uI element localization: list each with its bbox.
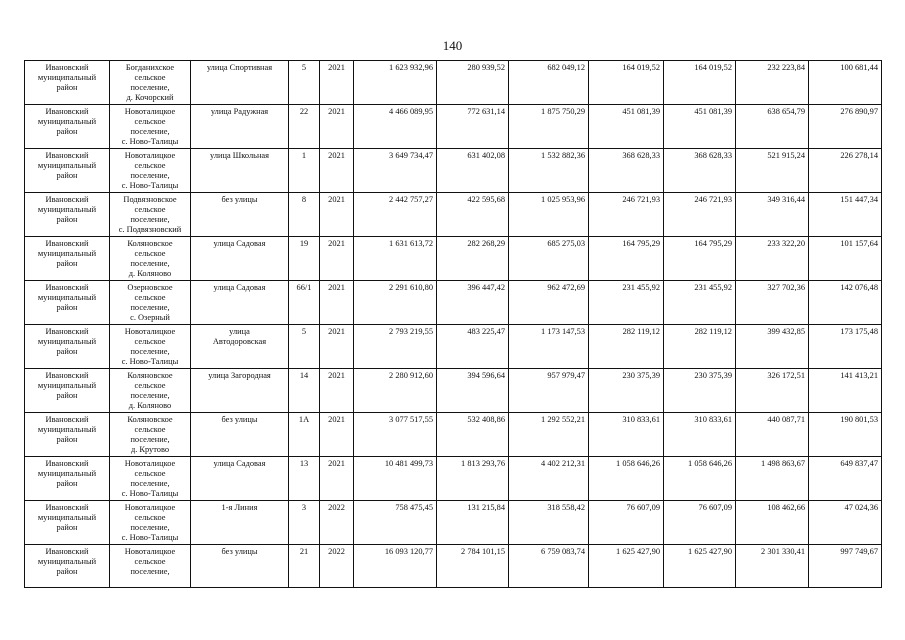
settlement-cell-line: сельское [134,249,166,258]
amount-cell: 394 596,64 [437,369,509,413]
amount-cell: 422 595,68 [437,193,509,237]
district-cell-line: муниципальный [37,249,97,258]
amount-cell: 231 455,92 [589,281,664,325]
amount-cell: 318 558,42 [509,501,589,545]
settlement-cell-line: поселение, [130,83,170,92]
street-cell [191,369,289,413]
settlement-cell-line: поселение, [130,127,170,136]
amount-cell: 2 442 757,27 [354,193,437,237]
settlement-cell [110,457,191,501]
settlement-cell-line: сельское [134,557,166,566]
year-cell: 2021 [320,457,354,501]
settlement-cell-line: д. Кочорский [126,93,174,102]
district-cell [25,545,110,588]
district-cell-line: район [56,83,78,92]
house-number-cell: 1 [289,149,320,193]
amount-cell: 997 749,67 [809,545,882,588]
amount-cell: 631 402,08 [437,149,509,193]
amount-cell: 451 081,39 [664,105,736,149]
district-cell-line: муниципальный [37,469,97,478]
district-cell-line: район [56,523,78,532]
amount-cell: 2 291 610,80 [354,281,437,325]
table-row [25,413,882,457]
settlement-cell-line: Новоталицкое [124,151,176,160]
amount-cell: 521 915,24 [736,149,809,193]
amount-cell: 957 979,47 [509,369,589,413]
amount-cell: 6 759 083,74 [509,545,589,588]
year-cell: 2022 [320,501,354,545]
district-cell-line: муниципальный [37,161,97,170]
amount-cell: 368 628,33 [664,149,736,193]
settlement-cell-line: сельское [134,293,166,302]
amount-cell: 349 316,44 [736,193,809,237]
amount-cell: 282 119,12 [664,325,736,369]
district-cell-line: муниципальный [37,205,97,214]
settlement-cell-line: поселение, [130,303,170,312]
amount-cell: 231 455,92 [664,281,736,325]
amount-cell: 2 301 330,41 [736,545,809,588]
district-cell-line: район [56,567,78,576]
amount-cell: 1 498 863,67 [736,457,809,501]
district-cell [25,501,110,545]
year-cell: 2021 [320,281,354,325]
amount-cell: 280 939,52 [437,61,509,105]
amount-cell: 2 280 912,60 [354,369,437,413]
amount-cell: 230 375,39 [664,369,736,413]
settlement-cell [110,281,191,325]
district-cell-line: муниципальный [37,73,97,82]
settlement-cell-line: поселение, [130,523,170,532]
amount-cell: 326 172,51 [736,369,809,413]
district-cell-line: район [56,303,78,312]
district-cell [25,149,110,193]
settlement-cell-line: Новоталицкое [124,547,176,556]
amount-cell: 164 019,52 [664,61,736,105]
page-number: 140 [442,38,463,53]
year-cell: 2021 [320,61,354,105]
settlement-cell [110,545,191,588]
settlement-cell-line: сельское [134,205,166,214]
street-cell-line: улица Садовая [213,459,266,468]
street-cell-line: улица Школьная [210,151,269,160]
district-cell-line: Ивановский [45,195,89,204]
amount-cell: 685 275,03 [509,237,589,281]
house-number-cell: 22 [289,105,320,149]
street-cell-line: улица Спортивная [206,63,273,72]
street-cell [191,105,289,149]
table-row [25,61,882,105]
settlement-cell-line: Новоталицкое [124,327,176,336]
district-cell-line: муниципальный [37,293,97,302]
house-number-cell: 21 [289,545,320,588]
amount-cell: 1 173 147,53 [509,325,589,369]
house-number-cell: 5 [289,325,320,369]
amount-cell: 1 532 882,36 [509,149,589,193]
district-cell [25,237,110,281]
street-cell-line: без улицы [221,415,258,424]
settlement-cell-line: д. Коляново [128,269,172,278]
district-cell-line: муниципальный [37,425,97,434]
amount-cell: 3 649 734,47 [354,149,437,193]
district-cell-line: район [56,215,78,224]
district-cell [25,369,110,413]
table-row [25,369,882,413]
settlement-cell-line: поселение, [130,391,170,400]
street-cell-line: улица Загородная [208,371,271,380]
settlement-cell [110,105,191,149]
amount-cell: 1 875 750,29 [509,105,589,149]
district-cell-line: муниципальный [37,557,97,566]
amount-cell: 1 631 613,72 [354,237,437,281]
district-cell-line: район [56,391,78,400]
amount-cell: 483 225,47 [437,325,509,369]
amount-cell: 772 631,14 [437,105,509,149]
settlement-cell-line: с. Ново-Талицы [121,137,179,146]
street-cell-line: без улицы [221,195,258,204]
amount-cell: 100 681,44 [809,61,882,105]
amount-cell: 4 466 089,95 [354,105,437,149]
street-cell [191,545,289,588]
amount-cell: 1 623 932,96 [354,61,437,105]
district-cell [25,413,110,457]
amount-cell: 151 447,34 [809,193,882,237]
settlement-cell [110,61,191,105]
amount-cell: 230 375,39 [589,369,664,413]
district-cell-line: район [56,259,78,268]
amount-cell: 190 801,53 [809,413,882,457]
settlement-cell-line: Богданихское [125,63,175,72]
street-cell [191,457,289,501]
street-cell-line: улица Радужная [210,107,269,116]
year-cell: 2021 [320,413,354,457]
amount-cell: 10 481 499,73 [354,457,437,501]
district-cell-line: муниципальный [37,513,97,522]
district-cell [25,281,110,325]
settlement-cell-line: с. Ново-Талицы [121,181,179,190]
settlement-cell [110,325,191,369]
house-number-cell: 8 [289,193,320,237]
district-cell-line: Ивановский [45,547,89,556]
settlement-cell-line: поселение, [130,479,170,488]
settlement-cell-line: с. Ново-Талицы [121,533,179,542]
amount-cell: 164 019,52 [589,61,664,105]
house-number-cell: 5 [289,61,320,105]
district-cell-line: Ивановский [45,327,89,336]
settlement-cell-line: с. Ново-Талицы [121,489,179,498]
street-cell [191,237,289,281]
amount-cell: 1 025 953,96 [509,193,589,237]
amount-cell: 1 058 646,26 [589,457,664,501]
street-cell [191,413,289,457]
settlement-cell [110,501,191,545]
table-row [25,325,882,369]
district-cell-line: район [56,435,78,444]
amount-cell: 682 049,12 [509,61,589,105]
amount-cell: 164 795,29 [589,237,664,281]
amount-cell: 310 833,61 [589,413,664,457]
settlement-cell-line: Новоталицкое [124,459,176,468]
district-cell-line: Ивановский [45,415,89,424]
table-row [25,237,882,281]
street-cell-line: Автодоровская [212,337,267,346]
amount-cell: 2 793 219,55 [354,325,437,369]
district-cell-line: Ивановский [45,459,89,468]
settlement-cell-line: сельское [134,469,166,478]
district-cell-line: Ивановский [45,63,89,72]
amount-cell: 638 654,79 [736,105,809,149]
settlement-cell-line: Новоталицкое [124,503,176,512]
amount-cell: 451 081,39 [589,105,664,149]
house-number-cell: 14 [289,369,320,413]
amount-cell: 246 721,93 [589,193,664,237]
settlement-cell-line: сельское [134,337,166,346]
settlement-cell-line: д. Крутово [130,445,170,454]
settlement-cell [110,413,191,457]
amount-cell: 1 625 427,90 [589,545,664,588]
street-cell [191,325,289,369]
settlement-cell-line: поселение, [130,567,170,576]
amount-cell: 101 157,64 [809,237,882,281]
amount-cell: 233 322,20 [736,237,809,281]
settlement-cell-line: с. Озерный [130,313,170,322]
street-cell [191,61,289,105]
settlement-cell [110,193,191,237]
amount-cell: 3 077 517,55 [354,413,437,457]
amount-cell: 282 268,29 [437,237,509,281]
district-cell-line: Ивановский [45,151,89,160]
amount-cell: 1 813 293,76 [437,457,509,501]
table-row [25,545,882,588]
amount-cell: 310 833,61 [664,413,736,457]
amount-cell: 758 475,45 [354,501,437,545]
house-number-cell: 3 [289,501,320,545]
settlement-cell-line: поселение, [130,215,170,224]
district-cell-line: район [56,171,78,180]
amount-cell: 440 087,71 [736,413,809,457]
settlement-cell-line: Подвязновское [123,195,177,204]
table-row [25,501,882,545]
street-cell [191,193,289,237]
street-cell [191,149,289,193]
district-cell-line: район [56,127,78,136]
table-row [25,105,882,149]
house-number-cell: 13 [289,457,320,501]
table-row [25,149,882,193]
amount-cell: 396 447,42 [437,281,509,325]
year-cell: 2021 [320,237,354,281]
settlement-cell [110,237,191,281]
district-cell-line: Ивановский [45,503,89,512]
street-cell-line: 1-я Линия [221,503,258,512]
district-cell [25,457,110,501]
amount-cell: 1 625 427,90 [664,545,736,588]
district-cell-line: муниципальный [37,117,97,126]
settlement-cell-line: Новоталицкое [124,107,176,116]
settlement-cell-line: поселение, [130,171,170,180]
year-cell: 2022 [320,545,354,588]
house-number-cell: 1А [289,413,320,457]
amount-cell: 282 119,12 [589,325,664,369]
settlement-cell-line: поселение, [130,347,170,356]
settlement-cell-line: сельское [134,513,166,522]
district-cell-line: Ивановский [45,283,89,292]
settlement-cell [110,369,191,413]
amount-cell: 962 472,69 [509,281,589,325]
street-cell [191,501,289,545]
table-row [25,193,882,237]
table-row [25,457,882,501]
data-table [24,60,882,588]
settlement-cell-line: поселение, [130,259,170,268]
amount-cell: 142 076,48 [809,281,882,325]
amount-cell: 47 024,36 [809,501,882,545]
settlement-cell [110,149,191,193]
district-cell [25,61,110,105]
year-cell: 2021 [320,193,354,237]
amount-cell: 76 607,09 [589,501,664,545]
amount-cell: 399 432,85 [736,325,809,369]
district-cell-line: Ивановский [45,107,89,116]
district-cell-line: муниципальный [37,337,97,346]
settlement-cell-line: д. Коляново [128,401,172,410]
amount-cell: 4 402 212,31 [509,457,589,501]
street-cell [191,281,289,325]
year-cell: 2021 [320,369,354,413]
amount-cell: 141 413,21 [809,369,882,413]
house-number-cell: 66/1 [289,281,320,325]
settlement-cell-line: Коляновское [127,371,173,380]
settlement-cell-line: с. Ново-Талицы [121,357,179,366]
amount-cell: 131 215,84 [437,501,509,545]
settlement-cell-line: сельское [134,161,166,170]
district-cell-line: район [56,479,78,488]
amount-cell: 327 702,36 [736,281,809,325]
amount-cell: 532 408,86 [437,413,509,457]
amount-cell: 232 223,84 [736,61,809,105]
settlement-cell-line: сельское [134,73,166,82]
amount-cell: 226 278,14 [809,149,882,193]
year-cell: 2021 [320,105,354,149]
amount-cell: 649 837,47 [809,457,882,501]
house-number-cell: 19 [289,237,320,281]
amount-cell: 108 462,66 [736,501,809,545]
amount-cell: 276 890,97 [809,105,882,149]
table-row [25,281,882,325]
settlement-cell-line: сельское [134,425,166,434]
district-cell [25,105,110,149]
district-cell-line: муниципальный [37,381,97,390]
amount-cell: 173 175,48 [809,325,882,369]
settlement-cell-line: с. Подвязновский [118,225,182,234]
table-body [25,61,882,588]
amount-cell: 1 292 552,21 [509,413,589,457]
district-cell [25,325,110,369]
street-cell-line: улица [229,327,250,336]
settlement-cell-line: сельское [134,117,166,126]
district-cell-line: Ивановский [45,371,89,380]
year-cell: 2021 [320,325,354,369]
amount-cell: 76 607,09 [664,501,736,545]
district-cell-line: район [56,347,78,356]
amount-cell: 16 093 120,77 [354,545,437,588]
settlement-cell-line: Коляновское [127,415,173,424]
year-cell: 2021 [320,149,354,193]
amount-cell: 246 721,93 [664,193,736,237]
street-cell-line: улица Садовая [213,239,266,248]
amount-cell: 1 058 646,26 [664,457,736,501]
settlement-cell-line: Коляновское [127,239,173,248]
amount-cell: 2 784 101,15 [437,545,509,588]
amount-cell: 164 795,29 [664,237,736,281]
street-cell-line: улица Садовая [213,283,266,292]
district-cell [25,193,110,237]
settlement-cell-line: Озерновское [127,283,173,292]
settlement-cell-line: поселение, [130,435,170,444]
settlement-cell-line: сельское [134,381,166,390]
amount-cell: 368 628,33 [589,149,664,193]
district-cell-line: Ивановский [45,239,89,248]
street-cell-line: без улицы [221,547,258,556]
